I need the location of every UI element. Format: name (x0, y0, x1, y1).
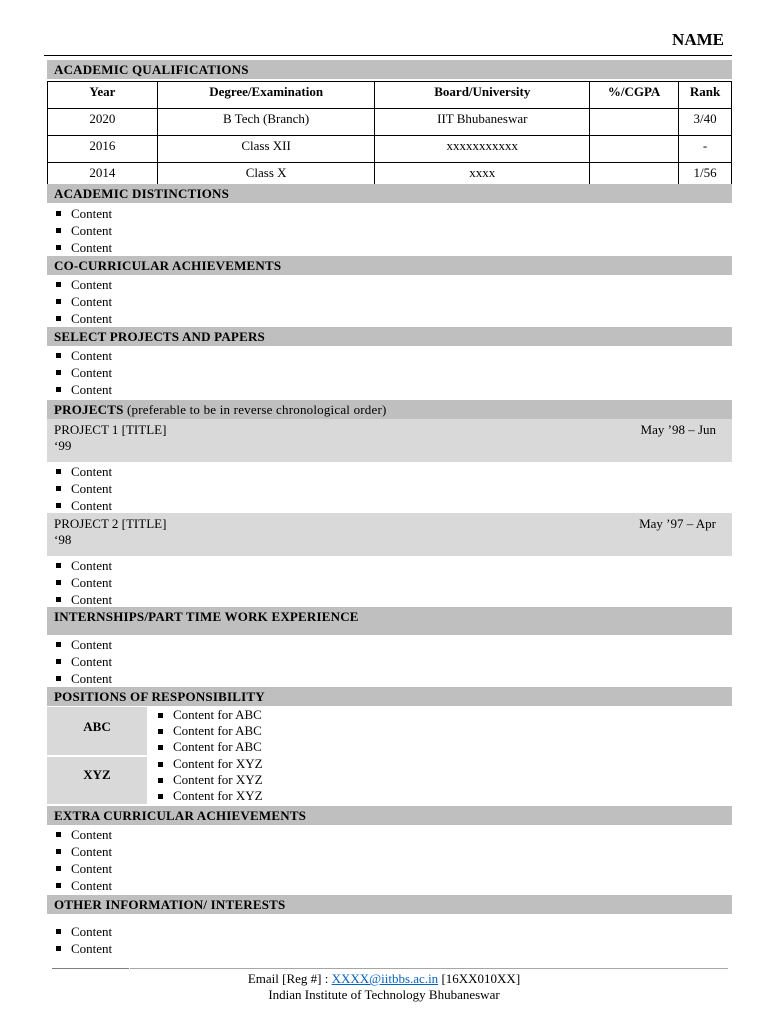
project-2-header (47, 513, 732, 556)
cell-rank: - (679, 136, 732, 163)
list-item: Content (55, 670, 112, 687)
list-item: Content (55, 636, 112, 653)
project-1-title: PROJECT 1 [TITLE] (54, 422, 167, 437)
list-item: Content (55, 877, 112, 894)
list-item: Content (55, 557, 112, 574)
list-item: Content (55, 497, 112, 514)
distinctions-list (55, 205, 112, 256)
list-item: Content for XYZ (157, 772, 263, 788)
table-header-row (48, 82, 732, 109)
internships-list (55, 636, 112, 687)
cell-year: 2014 (48, 163, 158, 190)
list-item: Content for ABC (157, 707, 262, 723)
footer-contact (0, 971, 768, 987)
project-2-list (55, 557, 112, 608)
list-item: Content (55, 923, 112, 940)
email-label: Email [Reg #] : (247, 971, 332, 986)
reg-number: [16XX010XX] (438, 971, 521, 986)
cell-rank: 1/56 (679, 163, 732, 190)
list-item: Content (55, 347, 112, 364)
col-degree: Degree/Examination (157, 82, 375, 109)
other-list (55, 923, 112, 957)
position-xyz-list (157, 756, 263, 804)
list-item: Content (55, 381, 112, 398)
list-item: Content (55, 843, 112, 860)
list-item: Content for XYZ (157, 756, 263, 772)
project-1-date: May ’98 – Jun (640, 422, 716, 437)
project-1-date-end: ‘99 (54, 438, 72, 453)
cell-degree: B Tech (Branch) (157, 109, 375, 136)
academic-table (47, 81, 732, 190)
col-cgpa: %/CGPA (590, 82, 679, 109)
footer-institute: Indian Institute of Technology Bhubaneswar (268, 987, 500, 1002)
list-item: Content (55, 653, 112, 670)
col-rank: Rank (679, 82, 732, 109)
project-1-list (55, 463, 112, 514)
project-2-title: PROJECT 2 [TITLE] (54, 516, 167, 531)
cell-cgpa (590, 136, 679, 163)
list-item: Content (55, 463, 112, 480)
list-item: Content (55, 222, 112, 239)
header-rule (44, 55, 732, 56)
list-item: Content for ABC (157, 723, 262, 739)
projects-heading: PROJECTS (54, 402, 124, 417)
section-internships: INTERNSHIPS/PART TIME WORK EXPERIENCE (47, 607, 732, 635)
cell-rank: 3/40 (679, 109, 732, 136)
footer-rule (130, 968, 728, 969)
list-item: Content (55, 574, 112, 591)
list-item: Content (55, 276, 112, 293)
cell-board: xxxx (375, 163, 590, 190)
section-projects (47, 400, 732, 419)
list-item: Content (55, 293, 112, 310)
table-row (48, 109, 732, 136)
extra-list (55, 826, 112, 894)
cell-degree: Class XII (157, 136, 375, 163)
projects-note: (preferable to be in reverse chronological order) (123, 402, 387, 417)
list-item: Content (55, 940, 112, 957)
position-abc-list (157, 707, 262, 755)
list-item: Content for ABC (157, 739, 262, 755)
position-label-abc: ABC (47, 707, 147, 755)
list-item: Content (55, 860, 112, 877)
cell-degree: Class X (157, 163, 375, 190)
select-projects-list (55, 347, 112, 398)
section-cocurricular: CO-CURRICULAR ACHIEVEMENTS (47, 256, 732, 275)
list-item: Content (55, 205, 112, 222)
cell-cgpa (590, 109, 679, 136)
section-academic-qualifications: ACADEMIC QUALIFICATIONS (47, 60, 732, 79)
list-item: Content (55, 364, 112, 381)
table-row (48, 136, 732, 163)
footer-rule-left (52, 968, 129, 969)
list-item: Content (55, 480, 112, 497)
cell-year: 2016 (48, 136, 158, 163)
col-year: Year (48, 82, 158, 109)
project-1-header (47, 419, 732, 462)
list-item: Content (55, 826, 112, 843)
candidate-name: NAME (672, 30, 724, 49)
section-other-information: OTHER INFORMATION/ INTERESTS (47, 895, 732, 914)
list-item: Content (55, 591, 112, 608)
cell-board: IIT Bhubaneswar (375, 109, 590, 136)
list-item: Content for XYZ (157, 788, 263, 804)
col-board: Board/University (375, 82, 590, 109)
cell-year: 2020 (48, 109, 158, 136)
section-extra-curricular: EXTRA CURRICULAR ACHIEVEMENTS (47, 806, 732, 825)
position-label-xyz: XYZ (47, 757, 147, 804)
list-item: Content (55, 239, 112, 256)
list-item: Content (55, 310, 112, 327)
section-academic-distinctions: ACADEMIC DISTINCTIONS (47, 184, 732, 203)
email-link[interactable]: XXXX@iitbbs.ac.in (331, 971, 439, 986)
cocurricular-list (55, 276, 112, 327)
section-select-projects: SELECT PROJECTS AND PAPERS (47, 327, 732, 346)
project-2-date: May ’97 – Apr (639, 516, 716, 531)
project-2-date-end: ‘98 (54, 532, 72, 547)
section-positions: POSITIONS OF RESPONSIBILITY (47, 687, 732, 706)
cell-board: xxxxxxxxxxx (375, 136, 590, 163)
